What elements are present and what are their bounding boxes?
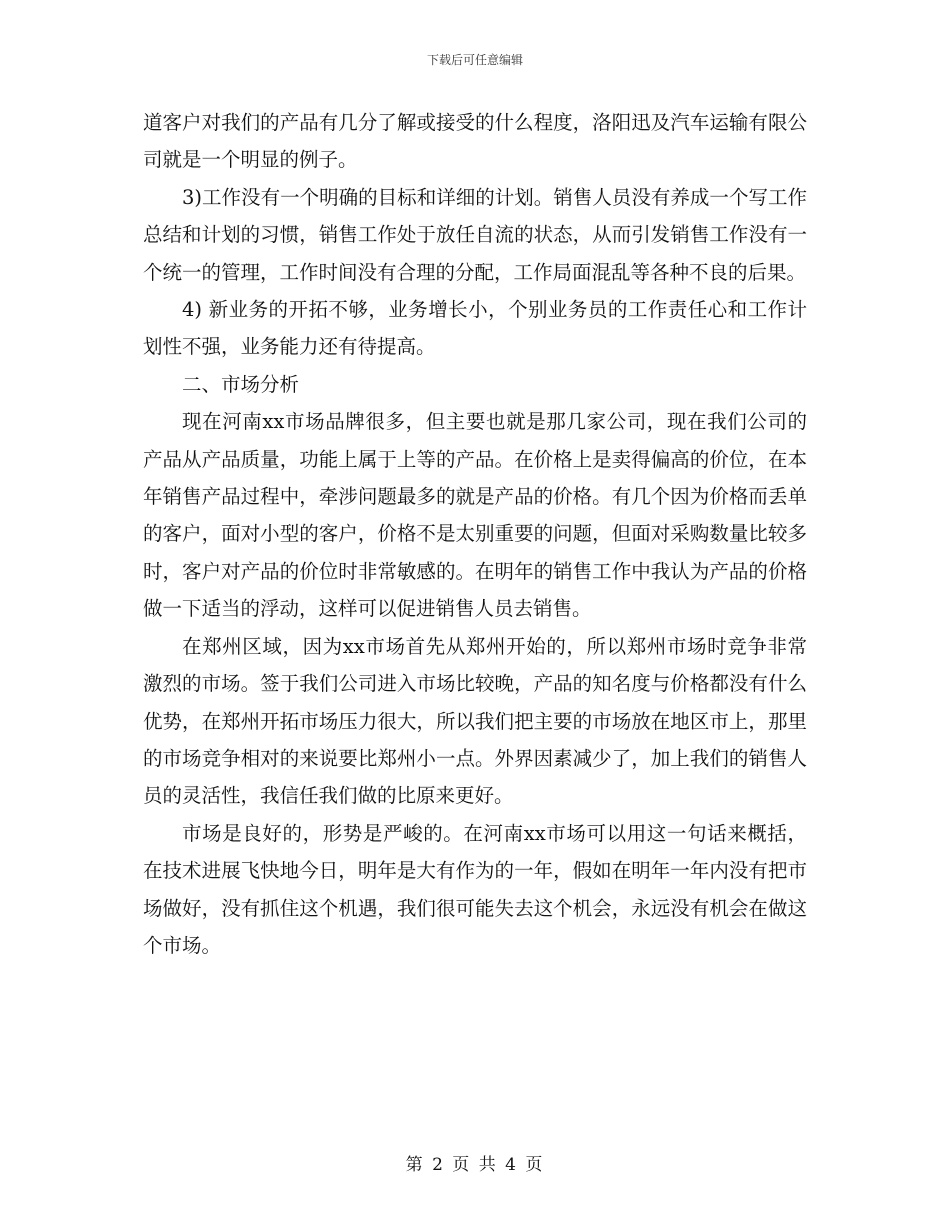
document-body <box>143 104 807 964</box>
paragraph-zhengzhou-region: 在郑州区域，因为xx市场首先从郑州开始的，所以郑州市场时竞争非常激烈的市场。签于我们公司进入市场比较晚，产品的知名度与价格都没有什么优势，在郑州开拓市场压力很大，所以我们把主要的市场放在地区市上，那里的市场竞争相对的来说要比郑州小一点。外界因素减少了，加上我们的销售人员的灵活性，我信任我们做的比原来更好。 <box>143 634 807 808</box>
paragraph-henan-market: 现在河南xx市场品牌很多，但主要也就是那几家公司，现在我们公司的产品从产品质量，功能上属于上等的产品。在价格上是卖得偏高的价位，在本年销售产品过程中，牵涉问题最多的就是产品的价格。有几个因为价格而丢单的客户，面对小型的客户，价格不是太别重要的问题，但面对采购数量比较多时，客户对产品的价位时非常敏感的。在明年的销售工作中我认为产品的价格做一下适当的浮动，这样可以促进销售人员去销售。 <box>143 410 807 621</box>
paragraph-item-3: 3)工作没有一个明确的目标和详细的计划。销售人员没有养成一个写工作总结和计划的习惯，销售工作处于放任自流的状态，从而引发销售工作没有一个统一的管理，工作时间没有合理的分配，工作局面混乱等各种不良的后果。 <box>143 185 807 284</box>
page-header: 下载后可任意编辑 <box>426 53 523 67</box>
page-number: 第 2 页 共 4 页 <box>405 1155 545 1175</box>
paragraph-market-outlook: 市场是良好的，形势是严峻的。在河南xx市场可以用这一句话来概括，在技术进展飞快地今日，明年是大有作为的一年，假如在明年一年内没有把市场做好，没有抓住这个机遇，我们很可能失去这个机会，永远没有机会在做这个市场。 <box>143 821 807 957</box>
section-heading-market-analysis: 二、市场分析 <box>182 372 300 396</box>
paragraph-item-4: 4) 新业务的开拓不够，业务增长小，个别业务员的工作责任心和工作计划性不强，业务能力还有待提高。 <box>143 298 807 359</box>
paragraph-continuation: 道客户对我们的产品有几分了解或接受的什么程度，洛阳迅及汽车运输有限公司就是一个明显的例子。 <box>143 111 807 172</box>
